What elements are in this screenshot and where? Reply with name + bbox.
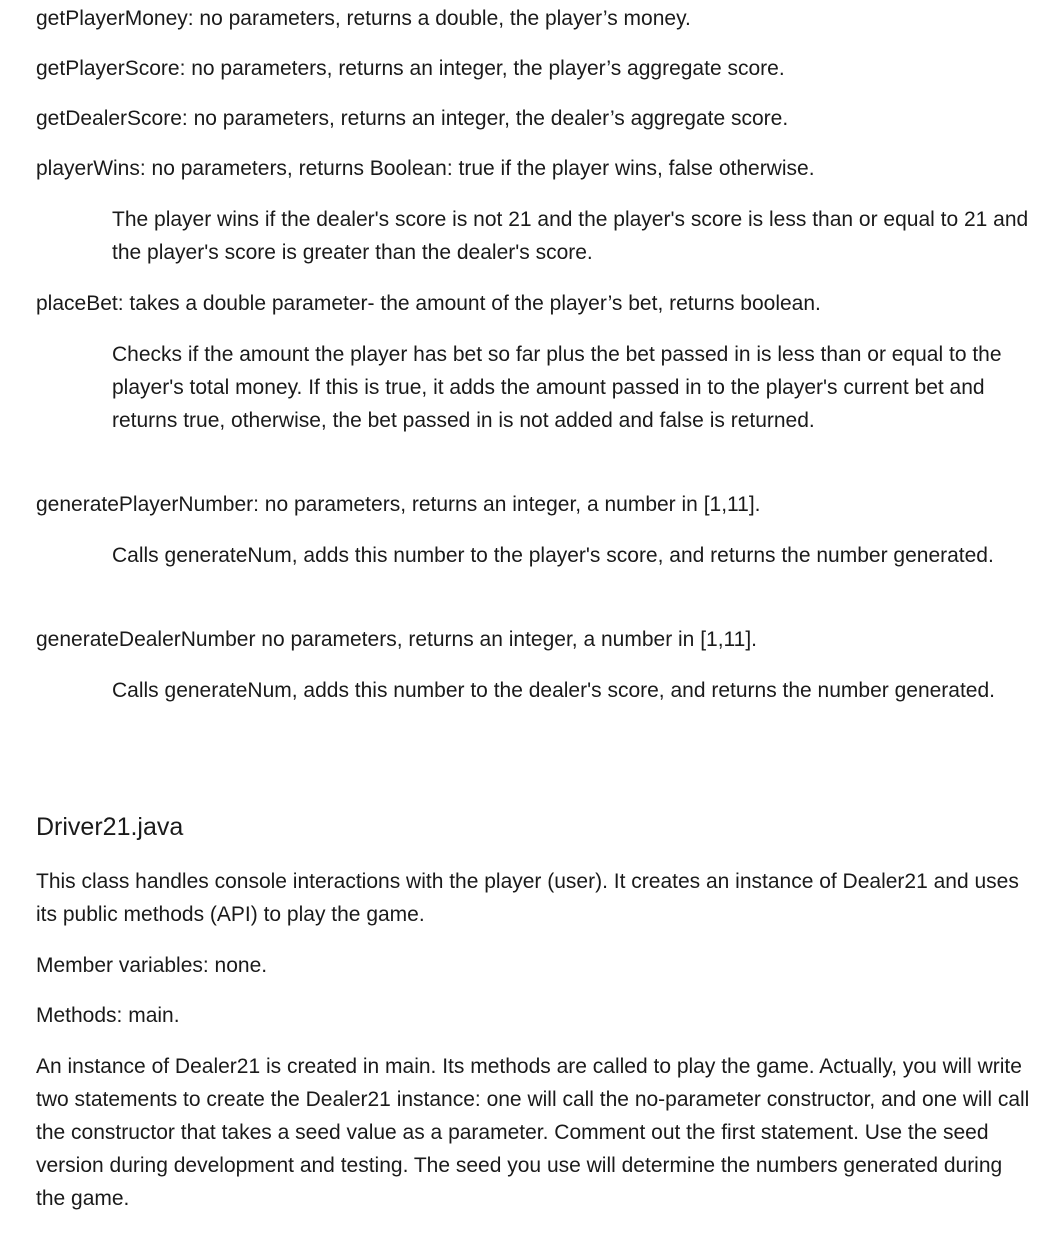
method-place-bet: placeBet: takes a double parameter- the amount of the player’s bet, returns boolean.: [36, 292, 821, 315]
method-get-player-money: getPlayerMoney: no parameters, returns a double, the player’s money.: [36, 7, 691, 30]
method-get-dealer-score: getDealerScore: no parameters, returns an integer, the dealer’s aggregate score.: [36, 107, 789, 130]
driver-intro: This class handles console interactions with the player (user). It creates an instance of Dealer21 and uses its public methods (API) to play the game.: [36, 870, 1019, 926]
method-player-wins: playerWins: no parameters, returns Boolean: true if the player wins, false otherwise.: [36, 157, 815, 180]
method-generate-dealer-number: generateDealerNumber no parameters, returns an integer, a number in [1,11].: [36, 628, 758, 651]
player-wins-description: The player wins if the dealer's score is not 21 and the player's score is less than or equal to 21 and the player's score is greater than the dealer's score.: [112, 208, 1029, 264]
method-generate-player-number: generatePlayerNumber: no parameters, returns an integer, a number in [1,11].: [36, 493, 761, 516]
place-bet-description: Checks if the amount the player has bet so far plus the bet passed in is less than or equal to the player's total money. If this is true, it adds the amount passed in to the player's current bet and returns true, otherwise, the bet passed in is not added and false is returned.: [112, 343, 1002, 432]
driver-member-variables: Member variables: none.: [36, 954, 268, 977]
driver-methods: Methods: main.: [36, 1004, 180, 1027]
generate-dealer-number-description: Calls generateNum, adds this number to the dealer's score, and returns the number generated.: [112, 679, 996, 702]
driver-main-description: An instance of Dealer21 is created in main. Its methods are called to play the game. Actually, you will write two statements to create the Dealer21 instance: one will call the no-parameter constructor, and one will call the constructor that takes a seed value as a parameter. Comment out the first statement. Use the seed version during development and testing. The seed you use will determine the numbers generated during the game.: [36, 1055, 1030, 1210]
method-get-player-score: getPlayerScore: no parameters, returns an integer, the player’s aggregate score.: [36, 57, 785, 80]
section-heading-driver21: Driver21.java: [36, 813, 184, 841]
generate-player-number-description: Calls generateNum, adds this number to the player's score, and returns the number generated.: [112, 544, 994, 567]
